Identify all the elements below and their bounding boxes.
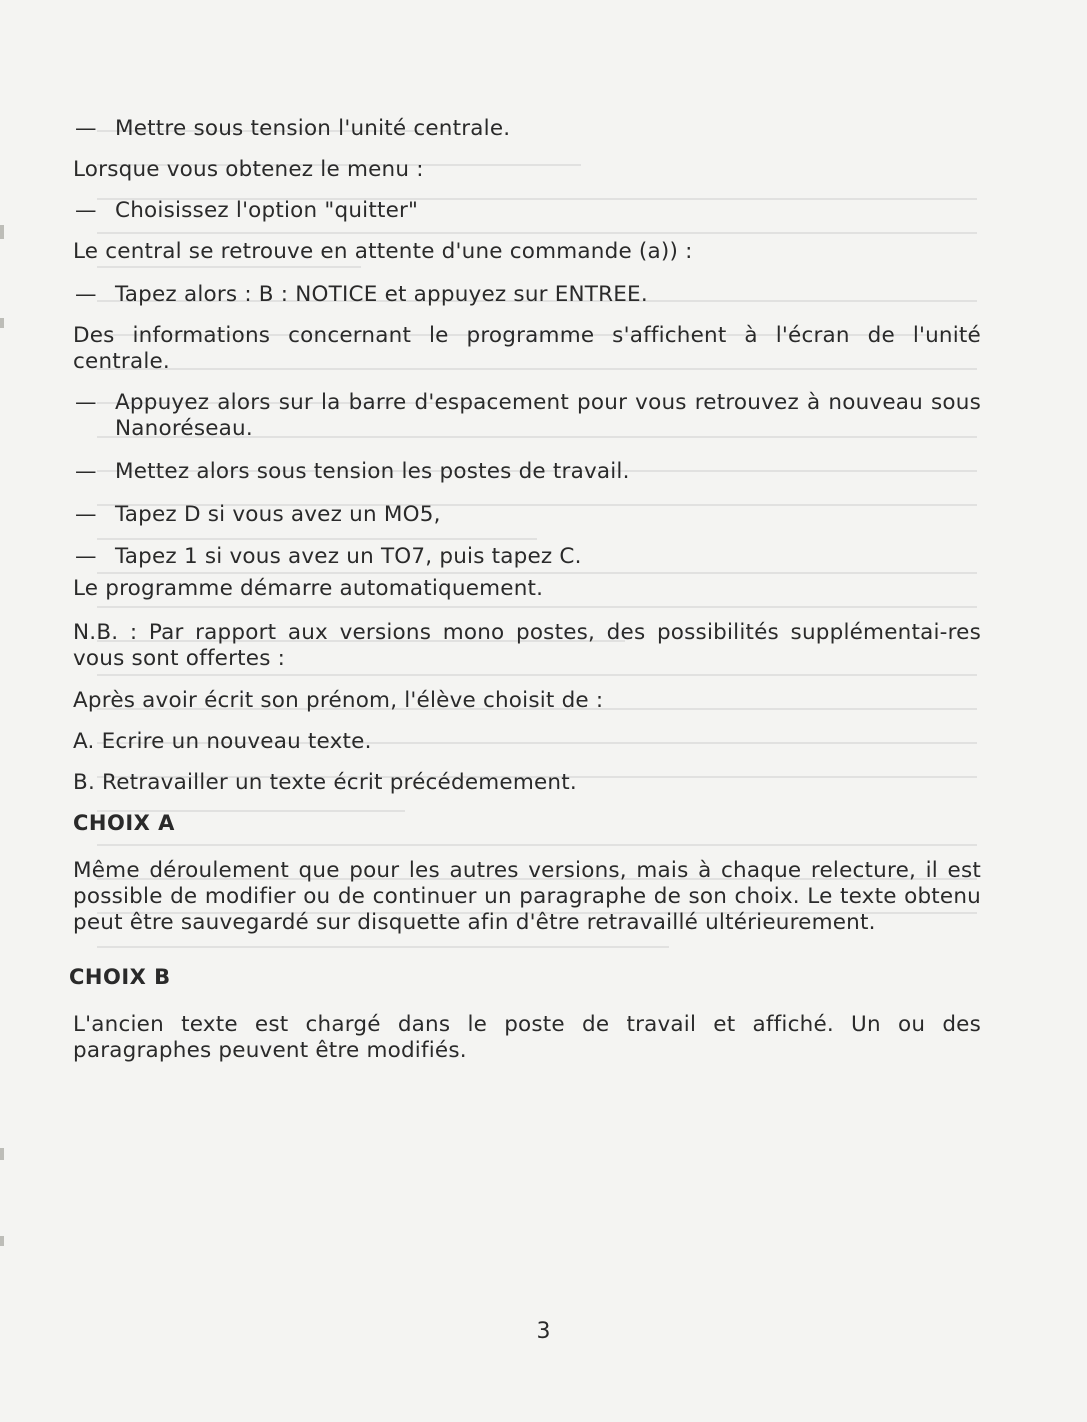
binding-edge-mark — [0, 1236, 4, 1246]
section-heading-choix-a: CHOIX A — [73, 811, 175, 835]
document-body — [69, 116, 981, 1079]
instruction-item: — Mettez alors sous tension les postes de travail. — [73, 459, 981, 485]
page-number: 3 — [536, 1319, 551, 1344]
instruction-item: — Appuyez alors sur la barre d'espacement pour vous retrouvez à nouveau sous Nanoréseau. — [73, 390, 981, 442]
paragraph: N.B. : Par rapport aux versions mono postes, des possibilités supplémentai-res vous sont offertes : — [73, 620, 981, 671]
section-text-choix-b: L'ancien texte est chargé dans le poste de travail et affiché. Un ou des paragraphes peuvent être modifiés. — [73, 1012, 981, 1063]
instruction-item: — Mettre sous tension l'unité centrale. — [73, 116, 981, 142]
section-heading-choix-b: CHOIX B — [69, 965, 171, 989]
paragraph: Le central se retrouve en attente d'une commande (a)) : — [73, 239, 693, 264]
binding-edge-mark — [0, 318, 4, 328]
section-text-choix-a: Même déroulement que pour les autres versions, mais à chaque relecture, il est possible de modifier ou de continuer un paragraphe de son choix. Le texte obtenu peut être sauvegardé sur disquette afin d'être retravaillé ultérieurement. — [73, 858, 981, 935]
paragraph: Après avoir écrit son prénom, l'élève choisit de : — [73, 688, 604, 713]
binding-edge-mark — [0, 1148, 4, 1160]
instruction-item: — Tapez D si vous avez un MO5, — [73, 502, 981, 528]
instruction-item: — Tapez 1 si vous avez un TO7, puis tapez C. — [73, 544, 981, 570]
paragraph: Le programme démarre automatiquement. — [73, 576, 544, 601]
paragraph: Des informations concernant le programme s'affichent à l'écran de l'unité centrale. — [73, 323, 981, 374]
option-b: B. Retravailler un texte écrit précédemement. — [73, 770, 577, 795]
paragraph: Lorsque vous obtenez le menu : — [73, 157, 424, 182]
option-a: A. Ecrire un nouveau texte. — [73, 729, 372, 754]
binding-edge-mark — [0, 225, 4, 239]
instruction-item: — Choisissez l'option "quitter" — [73, 198, 981, 224]
instruction-item: — Tapez alors : B : NOTICE et appuyez sur ENTREE. — [73, 282, 981, 308]
